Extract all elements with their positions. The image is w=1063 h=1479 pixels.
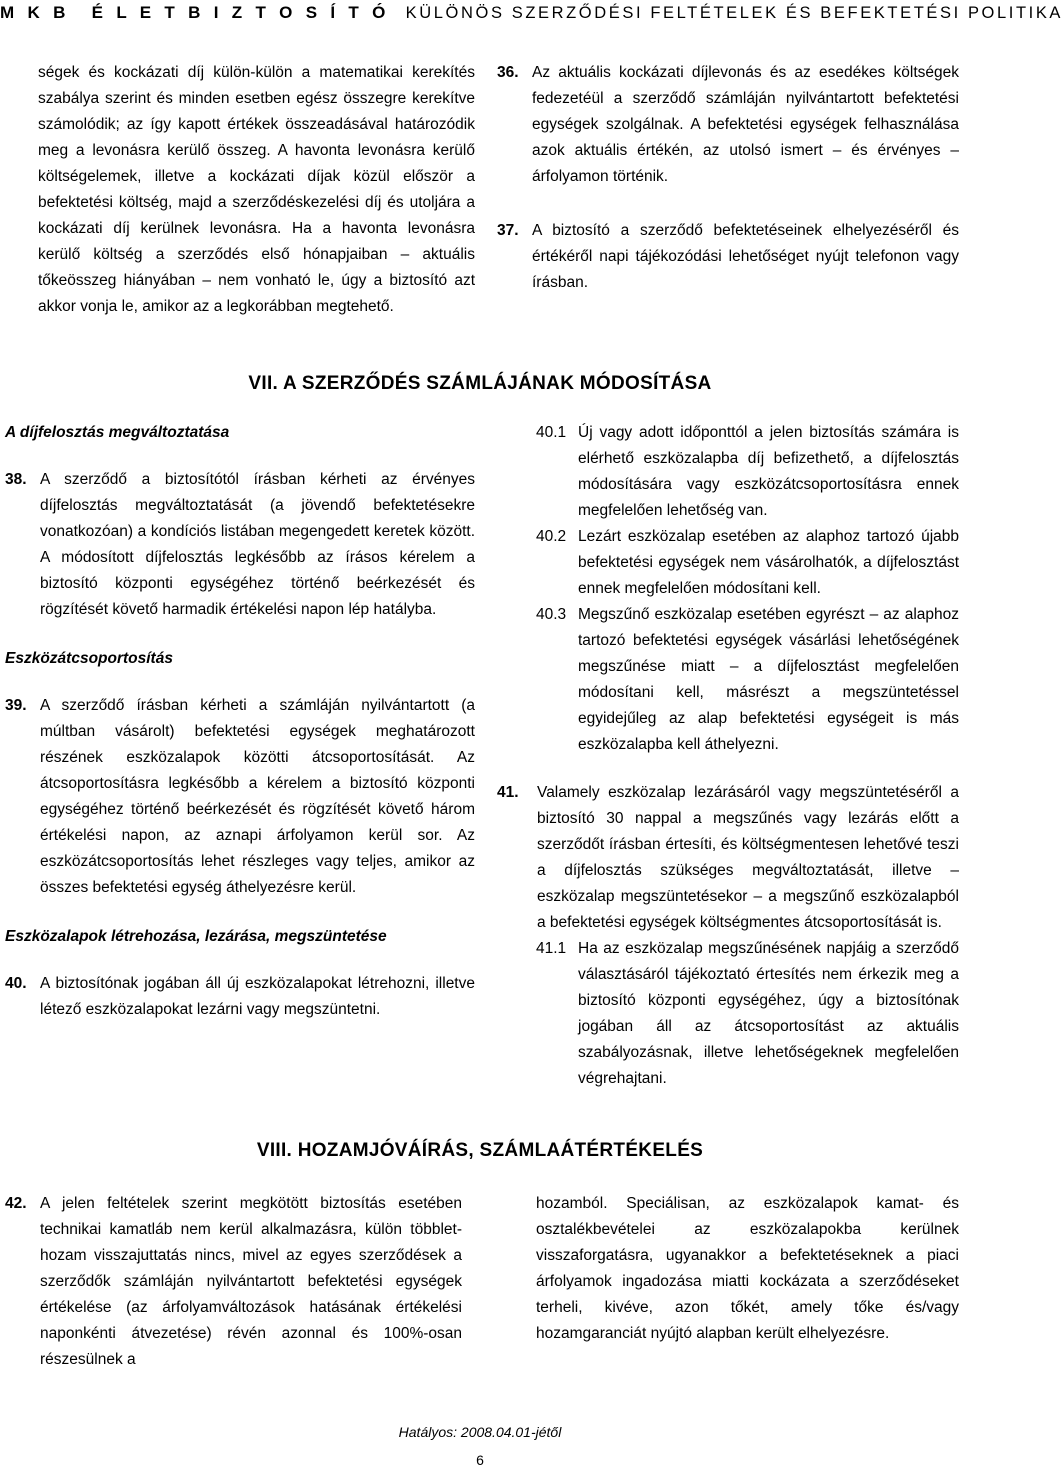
paragraph-text: A biztosítónak jogában áll új eszközalapokat létrehozni, illetve létező eszközalapokat lezárni vagy megszüntetni. [40, 975, 475, 1018]
paragraph-36 [497, 60, 959, 190]
paragraph-text: A szerződő a biztosítótól írásban kérheti az érvényes díjfelosztás megváltoztatását (a jövendő befektetésekre vonatkozóan) a kondíciós listában megengedett keretek között. A módosított díjfelosztás legkésőbb az írásos kérelem a biztosító központi egységéhez történő beérkezését és rögzítését követő harmadik értékelési napon lép hatályba. [40, 471, 475, 618]
subheading-fee-allocation: A díjfelosztás megváltoztatása [5, 424, 230, 441]
paragraph-40-1 [536, 420, 959, 524]
paragraph-39 [5, 693, 475, 901]
paragraph-number: 36. [497, 64, 519, 81]
top-right-column [497, 60, 959, 296]
page-header [0, 0, 1063, 26]
paragraph-38 [5, 467, 475, 623]
paragraph-40-2 [536, 524, 959, 602]
bottom-left-column [5, 1191, 462, 1373]
paragraph-text: Valamely eszközalap lezárásáról vagy megszüntetéséről a biztosító 30 nappal a megszűnés vagy lezárás előtt a szerződőt írásban értesíti, és költségmentesen lehetővé teszi a díjfelosztás szükséges megváltoztatását, illetve – eszközalap megszüntetésekor – a megszűnő eszközalapból a befektetési egységek költségmentes átcsoportosítását is. [537, 784, 959, 931]
paragraph-number: 42. [5, 1195, 27, 1212]
bottom-right-column [536, 1191, 959, 1347]
section-8-title: VIII. HOZAMJÓVÁÍRÁS, SZÁMLAÁTÉRTÉKELÉS [256, 1140, 704, 1161]
paragraph-42 [5, 1191, 462, 1373]
paragraph-text: A biztosító a szerződő befektetéseinek elhelyezéséről és értékéről napi tájékozódási lehetőséget nyújt telefonon vagy írásban. [532, 222, 959, 291]
page-number: 6 [476, 1452, 484, 1468]
paragraph-text: A jelen feltételek szerint megkötött biztosítás esetében technikai kamatláb nem kerül alkalmazásra, külön többlet-hozam visszajuttatás nincs, mivel az egyes szerződések a szerződők számláján nyilvántartott befektetési egységek értékelése (az árfolyamváltozások hatásának értékelési naponkénti átvezetése) révén azonnal és 100%-osan részesülnek a [40, 1195, 462, 1368]
paragraph-number: 39. [5, 697, 27, 714]
paragraph-40-3 [536, 602, 959, 758]
paragraph-41-1 [536, 936, 959, 1092]
paragraph-number: 38. [5, 471, 27, 488]
paragraph-number: 40. [5, 975, 27, 992]
paragraph-37 [497, 218, 959, 296]
paragraph-number: 41. [497, 784, 519, 801]
paragraph-text: Lezárt eszközalap esetében az alaphoz tartozó újabb befektetési egységek nem vásárolhatók, a díjfelosztást ennek megfelelően módosítani kell. [578, 528, 959, 597]
paragraph-42-continued: hozamból. Speciálisan, az eszközalapok kamat- és osztalékbevételei az eszközalapokba kerülnek visszaforgatásra, ugyanakkor a befektetéseknek a piaci árfolyamok ingadozása miatti kockázata a szerződéseket terheli, kivéve, azon tőkét, amely tőke és/vagy hozamgaranciát nyújtó alapban került elhelyezésre. [536, 1195, 959, 1342]
paragraph-number: 41.1 [536, 940, 567, 957]
paragraph-41 [497, 780, 959, 936]
paragraph-text: Az aktuális kockázati díjlevonás és az esedékes költségek fedezetéül a szerződő számláján nyilvántartott befektetési egységek szolgálnak. A befektetési egységek felhasználása azok aktuális értékén, az utolsó ismert – és érvényes – árfolyamon történik. [532, 64, 959, 185]
paragraph-text: Megszűnő eszközalap esetében egyrészt – az alaphoz tartozó befektetési egységek vásárlási lehetőségének megszűnése miatt – a díjfelosztást megfelelően módosítani kell, másrészt a megszüntetéssel egyidejűleg az alap befektetési egységeit is más eszközalapba kell áthelyezni. [578, 606, 959, 753]
paragraph-number: 37. [497, 222, 519, 239]
paragraph-number: 40.1 [536, 424, 567, 441]
paragraph-41-block [497, 780, 959, 1092]
middle-left-column [5, 420, 475, 1023]
paragraph-text: Új vagy adott időponttól a jelen biztosítás számára is elérhető eszközalapba díj befizethető, a díjfelosztás módosítására vagy eszközátcsoportosításra ennek megfelelően lehetőség van. [578, 424, 959, 519]
effective-date: Hatályos: 2008.04.01-jétől [398, 1424, 562, 1440]
paragraph-number: 40.3 [536, 606, 567, 623]
section-7-title: VII. A SZERZŐDÉS SZÁMLÁJÁNAK MÓDOSÍTÁSA [248, 373, 712, 394]
company-name: É L E T B I Z T O S Í T Ó [91, 3, 390, 22]
subheading-asset-regrouping: Eszközátcsoportosítás [5, 650, 173, 667]
paragraph-text: Ha az eszközalap megszűnésének napjáig a szerződő választásáról tájékoztató értesítés nem érkezik meg a biztosító központi egységéhez, úgy a biztosítónak jogában áll az átcsoportosítást az aktuális szabályozásnak, illetve lehetőségeknek megfelelően végrehajtani. [578, 940, 959, 1087]
header-subtitle: KÜLÖNÖS SZERZŐDÉSI FELTÉTELEK ÉS BEFEKTETÉSI POLITIKA [405, 3, 1063, 22]
paragraph-40 [5, 971, 475, 1023]
brand-name: M K B [0, 3, 70, 22]
continued-paragraph: ségek és kockázati díj külön-külön a matematikai kerekítés szabálya szerint és minden esetben egész összegre kerekítve számolódik; az így kapott értékek összeadásával határozódik meg a levonásra kerülő összeg. A havonta levonásra kerülő költségelemek, illetve a kockázati díjak közül először a befektetési költség, majd a szerződéskezelési díj és utoljára a kockázati díj kerülnek levonásra. Ha a havonta levonásra kerülő költség a szerződés első hónapjaiban – aktuális tőkeösszeg hiányában – nem vonható le, úgy a biztosító azt akkor vonja le, amikor az a legkorábban megtehető. [38, 64, 475, 315]
paragraph-number: 40.2 [536, 528, 567, 545]
middle-right-column [536, 420, 959, 784]
top-left-column [38, 60, 475, 320]
subheading-fund-creation: Eszközalapok létrehozása, lezárása, megszüntetése [5, 928, 387, 945]
paragraph-text: A szerződő írásban kérheti a számláján nyilvántartott (a múltban vásárolt) befektetési egységek meghatározott részének eszközalapok közötti átcsoportosítását. Az átcsoportosításra legkésőbb a kérelem a biztosító központi egységéhez történő beérkezését és rögzítését követő három értékelési napon, az aznapi árfolyamon kerül sor. Az eszközátcsoportosítás lehet részleges vagy teljes, amikor az összes befektetési egység áthelyezésre kerül. [40, 697, 475, 896]
